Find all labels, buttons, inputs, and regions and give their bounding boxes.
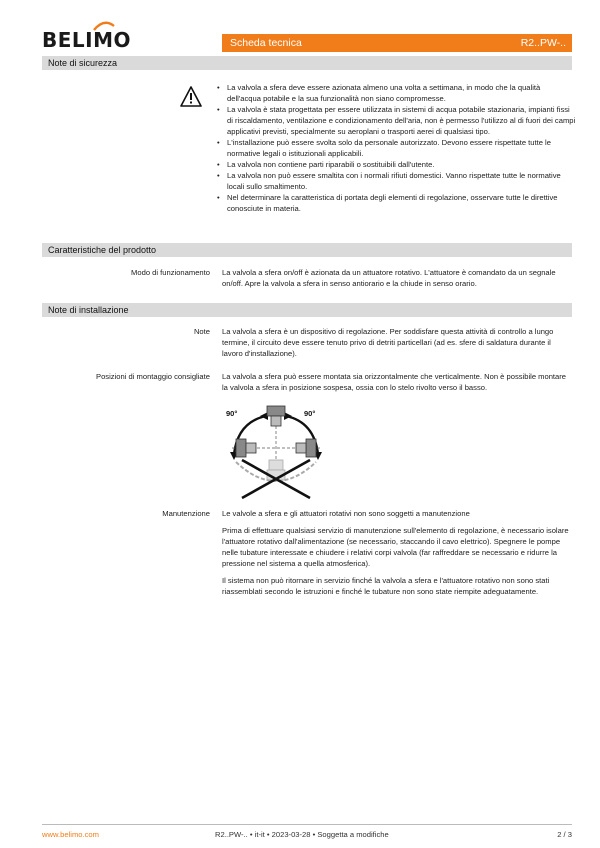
maintenance-text	[222, 508, 572, 601]
safety-bullet-list	[216, 82, 576, 214]
logo-swoosh-icon	[93, 20, 115, 32]
valve-top	[271, 416, 281, 426]
notes-text	[222, 326, 572, 363]
product-code: R2..PW-..	[520, 37, 566, 49]
angle-right-label: 90°	[304, 409, 316, 418]
warning-icon	[180, 86, 202, 108]
footer-url-link[interactable]: www.belimo.com	[42, 830, 99, 839]
list-item: • Nel determinare la caratteristica di portata degli elementi di regolazione, osservare tutte le direttive conosciute in materia.	[216, 192, 576, 214]
section-product-title: Caratteristiche del prodotto	[48, 245, 157, 255]
valve-left	[246, 443, 256, 453]
valve-right	[296, 443, 306, 453]
mode-text	[222, 267, 572, 293]
mode-paragraph: La valvola a sfera on/off è azionata da un attuatore rotativo. L'attuatore è comandato da un segnale on/off. Apre la valvola a sfera in senso antiorario e la chiude in senso orario.	[222, 268, 556, 288]
mounting-position-diagram	[222, 402, 330, 500]
list-item: • L'installazione può essere svolta solo da personale autorizzato. Devono essere rispettate tutte le normative legali o istituzionali applicabili.	[216, 137, 576, 159]
actuator-left	[236, 439, 246, 457]
footer-info: R2..PW-.. • it-it • 2023-03-28 • Soggetta a modifiche	[215, 830, 389, 839]
position-paragraph: La valvola a sfera può essere montata sia orizzontalmente che verticalmente. Non è possibile montare la valvola a sfera in posizione sospesa, ossia con lo stelo rivolto verso il basso.	[222, 372, 567, 392]
maintenance-label: Manutenzione	[162, 509, 210, 518]
document-header-bar	[222, 34, 572, 52]
doc-title: Scheda tecnica	[230, 37, 302, 49]
mode-label: Modo di funzionamento	[131, 268, 210, 277]
section-product	[42, 243, 572, 257]
maintenance-paragraph: Prima di effettuare qualsiasi servizio di manutenzione sull'elemento di regolazione, è necessario isolare l'attuatore rotativo dall'alimentazione (se necessario, staccando il cavo elettrico). Spegnere le pompe nelle tubature interessate e chiudere i relativi corpi valvola (far raffreddare se necessario e ridurre la pressione nel sistema a quella atmosferica).	[222, 526, 569, 568]
position-label: Posizioni di montaggio consigliate	[96, 372, 210, 381]
list-item: • La valvola non contiene parti riparabili o sostituibili dall'utente.	[216, 159, 576, 170]
section-install-title: Note di installazione	[48, 305, 129, 315]
section-safety-title: Note di sicurezza	[48, 58, 118, 68]
footer-divider	[42, 824, 572, 825]
section-install	[42, 303, 572, 317]
angle-left-label: 90°	[226, 409, 238, 418]
section-safety	[42, 56, 572, 70]
list-item: • La valvola a sfera deve essere azionata almeno una volta a settimana, in modo che la qualità dell'acqua potabile e la sua funzionalità non siano compromesse.	[216, 82, 576, 104]
valve-bottom-forbidden	[269, 460, 283, 470]
page-number: 2 / 3	[557, 830, 572, 839]
notes-label: Note	[193, 327, 210, 336]
actuator-top	[267, 406, 285, 416]
position-text	[222, 371, 572, 397]
maintenance-paragraph: Le valvole a sfera e gli attuatori rotativi non sono soggetti a manutenzione	[222, 509, 470, 518]
notes-paragraph: La valvola a sfera è un dispositivo di regolazione. Per soddisfare questa attività di controllo a lungo termine, il circuito deve essere tenuto privo di detriti particellari (ad es. sfere di saldatura durante il lavoro d'installazione).	[222, 327, 554, 358]
list-item: • La valvola è stata progettata per essere utilizzata in sistemi di acqua potabile stazionaria, impianti fissi di riscaldamento, ventilazione e condizionamento dell'aria, non è permesso l'utilizzo al di fuori dei campi applicativi previsti, specialmente su aeroplani o trasporti aerei di qualsiasi tipo.	[216, 104, 576, 137]
belimo-logo: BELIMO	[42, 28, 131, 52]
list-item: • La valvola non può essere smaltita con i normali rifiuti domestici. Vanno rispettate tutte le normative locali sullo smaltimento.	[216, 170, 576, 192]
maintenance-paragraph: Il sistema non può ritornare in servizio finché la valvola a sfera e l'attuatore rotativo non sono stati riassemblati secondo le istruzioni e finché le tubature non sono state riempite adeguatamente.	[222, 576, 550, 596]
actuator-right	[306, 439, 316, 457]
